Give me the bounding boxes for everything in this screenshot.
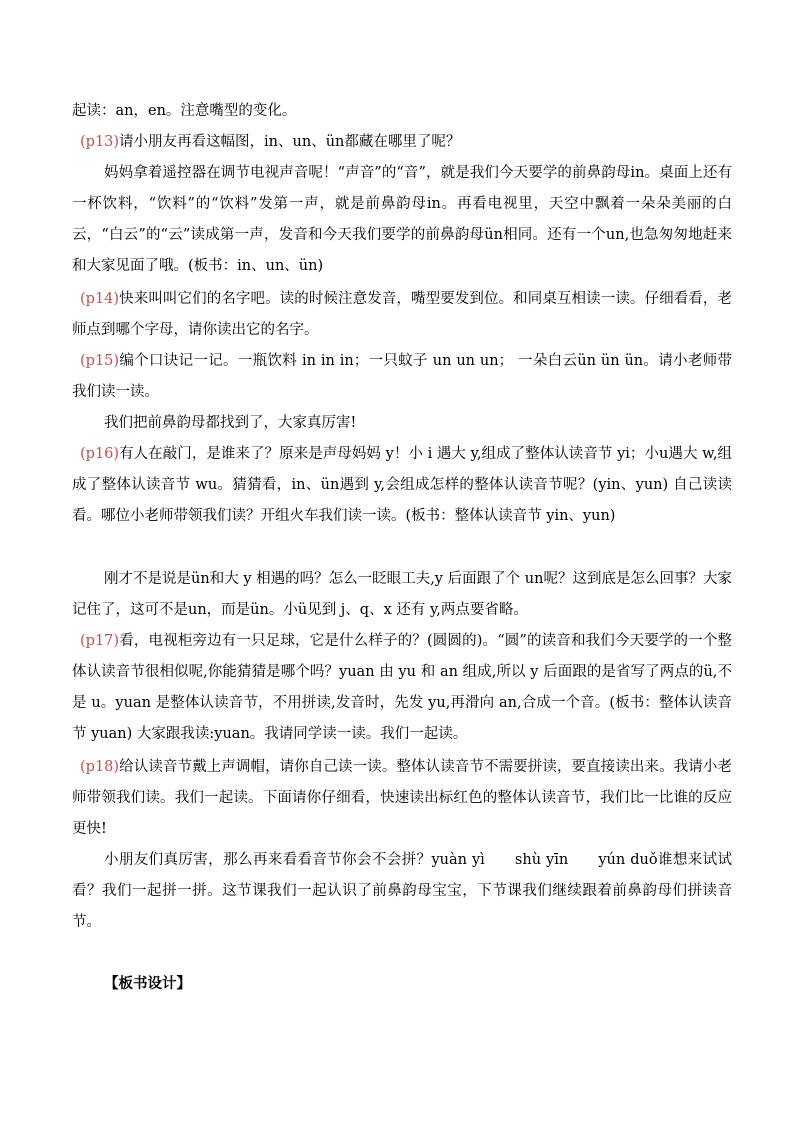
paragraph-text: 刚才不是说是ün和大 y 相遇的吗？怎么一眨眼工夫,y 后面跟了个 un呢？这到底是怎么回事？大家记住了，这可不是un，而是ün。小ü见到 j、q、x 还有 y,两点要省略。	[72, 571, 732, 618]
paragraph-text: 起读：an，en。注意嘴型的变化。	[72, 103, 297, 119]
section-heading: 【板书设计】	[104, 975, 191, 992]
paragraph-text: 看，电视柜旁边有一只足球，它是什么样子的？(圆圆的)。“圆”的读音和我们今天要学的一个整体认读音节很相似呢,你能猜猜是哪个吗？yuan 由 yu 和 an 组成,所以 y 后面跟的是省写了两点的ü,不是 u。yuan 是整体认读音节，不用拼读,发音时，先发 yu,再滑向 an,合成一个音。(板书：整体认读音节 yuan) 大家跟我读:yuan。我请同学读一读。我们一起读。	[72, 633, 732, 742]
paragraph-intro	[72, 96, 732, 127]
paragraph-p13	[72, 127, 732, 158]
page-tag: (p15)	[80, 353, 120, 369]
page-tag: (p14)	[80, 291, 120, 307]
paragraph-text: 有人在敲门，是谁来了？原来是声母妈妈 y！小 i 遇大 y,组成了整体认读音节 yi；小u遇大 w,组成了整体认读音节 wu。猜猜看，in、ün遇到 y,会组成怎样的整体认读音节呢？(yin、yun) 自己读读看。哪位小老师带领我们读？开组火车我们读一读。(板书：整体认读音节 yin、yun)	[72, 446, 732, 524]
paragraph-text: 请小朋友再看这幅图，in、un、ün都藏在哪里了呢？	[119, 134, 461, 150]
paragraph-praise	[72, 408, 732, 439]
paragraph-p16	[72, 439, 732, 532]
page-tag: (p16)	[80, 446, 120, 462]
paragraph-p15	[72, 346, 732, 408]
paragraph-text: 快来叫叫它们的名字吧。读的时候注意发音，嘴型要发到位。和同桌互相读一读。仔细看看，老师点到哪个字母，请你读出它的名字。	[72, 291, 732, 338]
page-tag: (p17)	[80, 633, 120, 649]
paragraph-p18	[72, 752, 732, 845]
paragraph-summary	[72, 845, 732, 938]
paragraph-text: 我们把前鼻韵母都找到了，大家真厉害!	[104, 415, 357, 431]
paragraph-text: 编个口诀记一记。一瓶饮料 in in in；一只蚊子 un un un； 一朵白云ün ün ün。请小老师带我们读一读。	[72, 353, 732, 400]
paragraph-text: 小朋友们真厉害，那么再来看看音节你会不会拼？yuàn yì shù yīn yún duǒ谁想来试试看？我们一起拼一拼。这节课我们一起认识了前鼻韵母宝宝，下节课我们继续跟着前鼻韵母们拼读音节。	[72, 852, 732, 930]
paragraph-yun-explain	[72, 564, 732, 626]
paragraph-text: 妈妈拿着遥控器在调节电视声音呢！“声音”的“音”，就是我们今天要学的前鼻韵母in。桌面上还有一杯饮料，“饮料”的“饮料”发第一声，就是前鼻韵母in。再看电视里，天空中飘着一朵朵美丽的白云，“白云”的“云”读成第一声，发音和今天我们要学的前鼻韵母ün相同。还有一个un,也急匆匆地赶来和大家见面了哦。(板书：in、un、ün)	[72, 165, 732, 274]
page-tag: (p18)	[80, 759, 120, 775]
paragraph-tv-remote	[72, 158, 732, 282]
paragraph-text: 给认读音节戴上声调帽，请你自己读一读。整体认读音节不需要拼读，要直接读出来。我请小老师带领我们读。我们一起读。下面请你仔细看，快速读出标红色的整体认读音节，我们比一比谁的反应更快!	[72, 759, 732, 837]
paragraph-p14	[72, 284, 732, 346]
page-tag: (p13)	[80, 134, 120, 150]
paragraph-p17	[72, 626, 732, 750]
